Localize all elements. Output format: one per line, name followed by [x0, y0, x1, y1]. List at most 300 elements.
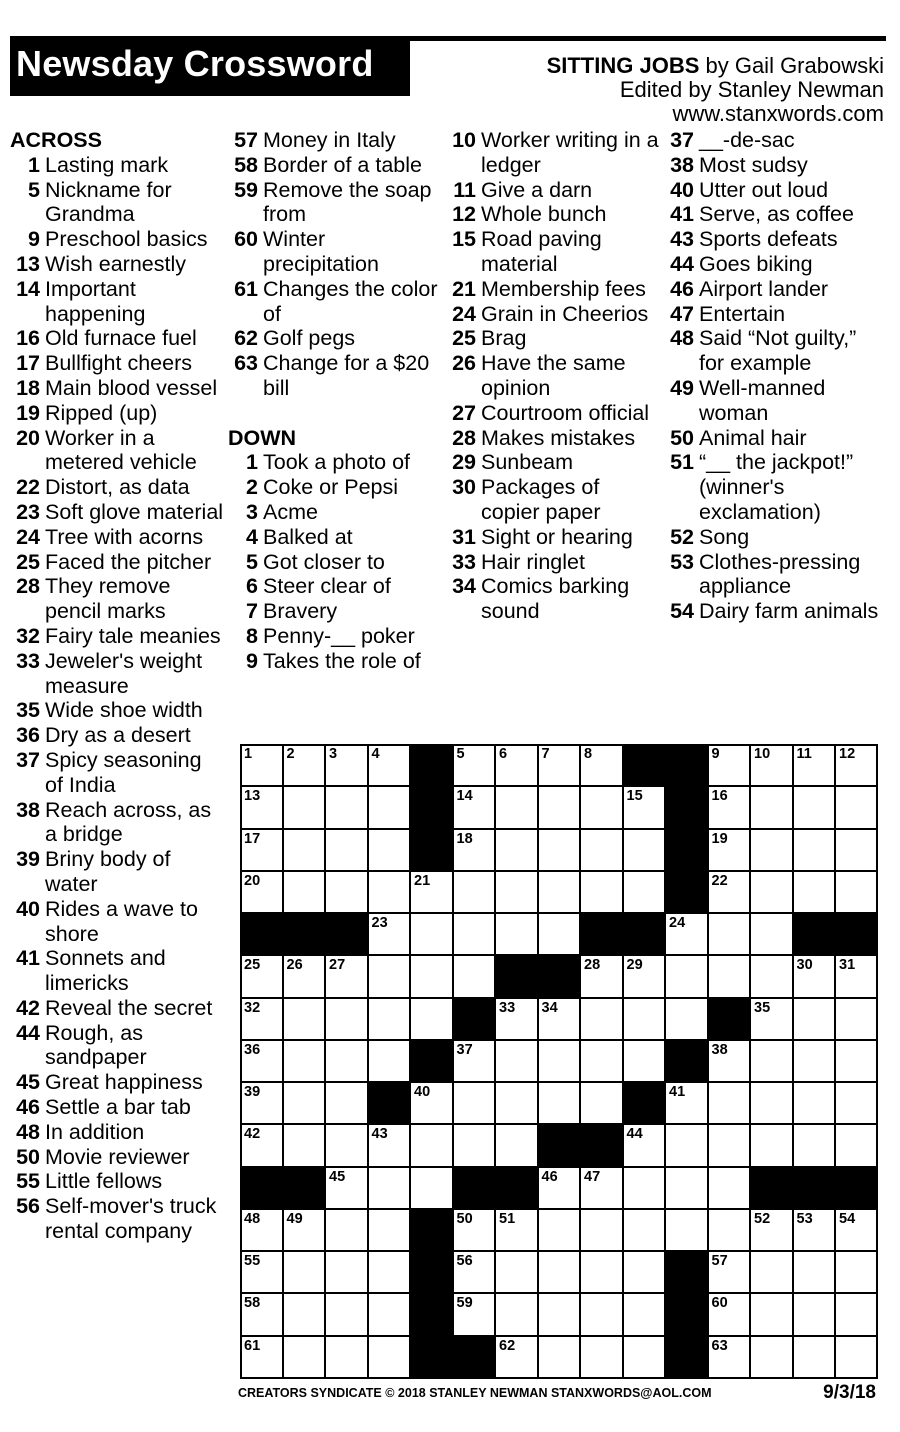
- clue-number: 42: [16, 995, 40, 1020]
- cell-number: 49: [286, 1210, 303, 1227]
- grid-cell[interactable]: [835, 1040, 878, 1082]
- grid-cell[interactable]: [283, 1082, 326, 1124]
- down-clue[interactable]: [446, 525, 661, 550]
- grid-cell[interactable]: [283, 1251, 326, 1293]
- grid-cell[interactable]: [623, 1293, 666, 1335]
- grid-cell[interactable]: [708, 1124, 751, 1166]
- across-clue[interactable]: [10, 1070, 225, 1095]
- grid-cell[interactable]: [368, 1251, 411, 1293]
- grid-cell[interactable]: [835, 744, 878, 786]
- grid-cell[interactable]: [580, 744, 623, 786]
- down-clue[interactable]: [664, 153, 884, 178]
- grid-cell[interactable]: [538, 1082, 581, 1124]
- grid-cell[interactable]: [453, 871, 496, 913]
- grid-cell[interactable]: [708, 1336, 751, 1378]
- grid-cell[interactable]: [453, 913, 496, 955]
- grid-cell[interactable]: [835, 871, 878, 913]
- grid-cell[interactable]: [325, 998, 368, 1040]
- clue-number: 46: [670, 276, 694, 301]
- across-clue[interactable]: [228, 178, 443, 228]
- grid-cell[interactable]: [665, 1167, 708, 1209]
- grid-cell[interactable]: [325, 871, 368, 913]
- editor-line: Edited by Stanley Newman: [619, 77, 884, 102]
- grid-cell[interactable]: [665, 1082, 708, 1124]
- grid-cell[interactable]: [453, 1293, 496, 1335]
- grid-cell[interactable]: [495, 786, 538, 828]
- grid-cell[interactable]: [708, 913, 751, 955]
- grid-cell[interactable]: [623, 1209, 666, 1251]
- grid-cell[interactable]: [325, 744, 368, 786]
- grid-cell[interactable]: [750, 1040, 793, 1082]
- grid-cell[interactable]: [793, 871, 836, 913]
- grid-cell[interactable]: [793, 998, 836, 1040]
- grid-cell[interactable]: [665, 1209, 708, 1251]
- down-clue[interactable]: [446, 351, 661, 401]
- grid-cell[interactable]: [240, 1336, 283, 1378]
- grid-cell[interactable]: [580, 1336, 623, 1378]
- down-clue[interactable]: [446, 202, 661, 227]
- across-clue[interactable]: [10, 153, 225, 178]
- grid-cell[interactable]: [835, 829, 878, 871]
- grid-cell[interactable]: [623, 1167, 666, 1209]
- grid-cell[interactable]: [283, 1124, 326, 1166]
- grid-cell[interactable]: [453, 1124, 496, 1166]
- grid-cell[interactable]: [750, 1082, 793, 1124]
- down-clue[interactable]: [664, 426, 884, 451]
- grid-cell[interactable]: [453, 786, 496, 828]
- grid-cell[interactable]: [368, 744, 411, 786]
- down-clue[interactable]: [446, 326, 661, 351]
- across-clue[interactable]: [10, 351, 225, 376]
- grid-cell[interactable]: [368, 871, 411, 913]
- grid-cell[interactable]: [240, 744, 283, 786]
- across-clue[interactable]: [10, 748, 225, 798]
- grid-cell[interactable]: [495, 1251, 538, 1293]
- grid-cell[interactable]: [538, 1336, 581, 1378]
- grid-cell[interactable]: [240, 1082, 283, 1124]
- grid-cell[interactable]: [240, 786, 283, 828]
- clue-number: 12: [452, 202, 476, 227]
- grid-cell[interactable]: [623, 1040, 666, 1082]
- grid-cell[interactable]: [283, 1336, 326, 1378]
- down-clue[interactable]: [664, 252, 884, 277]
- grid-cell[interactable]: [793, 1082, 836, 1124]
- across-clue[interactable]: [228, 128, 443, 153]
- grid-cell[interactable]: [708, 1167, 751, 1209]
- across-clue[interactable]: [228, 227, 443, 277]
- grid-cell[interactable]: [708, 744, 751, 786]
- across-clue[interactable]: [228, 153, 443, 178]
- grid-cell[interactable]: [580, 829, 623, 871]
- grid-cell[interactable]: [750, 786, 793, 828]
- grid-cell[interactable]: [623, 871, 666, 913]
- grid-cell[interactable]: [538, 871, 581, 913]
- grid-cell[interactable]: [835, 1293, 878, 1335]
- down-clue[interactable]: [228, 574, 443, 599]
- across-clue[interactable]: [10, 1194, 225, 1244]
- down-clue[interactable]: [228, 624, 443, 649]
- grid-cell[interactable]: [750, 1209, 793, 1251]
- grid-block: [410, 786, 453, 828]
- grid-cell[interactable]: [793, 1040, 836, 1082]
- down-clue[interactable]: [664, 302, 884, 327]
- grid-cell[interactable]: [538, 829, 581, 871]
- down-clue[interactable]: [446, 401, 661, 426]
- grid-cell[interactable]: [580, 1251, 623, 1293]
- grid-cell[interactable]: [283, 1209, 326, 1251]
- grid-cell[interactable]: [283, 955, 326, 997]
- grid-cell[interactable]: [538, 1293, 581, 1335]
- grid-cell[interactable]: [453, 829, 496, 871]
- down-clue[interactable]: [228, 649, 443, 674]
- grid-cell[interactable]: [750, 829, 793, 871]
- grid-cell[interactable]: [580, 955, 623, 997]
- down-clue[interactable]: [446, 277, 661, 302]
- grid-cell[interactable]: [708, 829, 751, 871]
- grid-cell[interactable]: [283, 786, 326, 828]
- grid-cell[interactable]: [240, 1293, 283, 1335]
- grid-cell[interactable]: [368, 1209, 411, 1251]
- grid-cell[interactable]: [495, 1124, 538, 1166]
- grid-cell[interactable]: [580, 1293, 623, 1335]
- grid-cell[interactable]: [750, 871, 793, 913]
- clue-number: 20: [16, 425, 40, 450]
- grid-cell[interactable]: [793, 786, 836, 828]
- clue-text: Soft glove material: [45, 499, 224, 524]
- grid-cell[interactable]: [495, 1336, 538, 1378]
- cell-number: 42: [244, 1126, 261, 1143]
- across-clue[interactable]: [10, 227, 225, 252]
- grid-cell[interactable]: [368, 955, 411, 997]
- grid-cell[interactable]: [410, 871, 453, 913]
- grid-cell[interactable]: [453, 955, 496, 997]
- clue-number: 8: [246, 623, 258, 648]
- grid-cell[interactable]: [750, 1124, 793, 1166]
- grid-cell[interactable]: [793, 1124, 836, 1166]
- down-clue[interactable]: [664, 128, 884, 153]
- grid-cell[interactable]: [538, 744, 581, 786]
- grid-cell[interactable]: [708, 1209, 751, 1251]
- grid-cell[interactable]: [623, 1336, 666, 1378]
- grid-cell[interactable]: [538, 1167, 581, 1209]
- grid-cell[interactable]: [453, 1251, 496, 1293]
- grid-cell[interactable]: [325, 1167, 368, 1209]
- grid-cell[interactable]: [835, 955, 878, 997]
- grid-cell[interactable]: [708, 955, 751, 997]
- across-clue[interactable]: [10, 500, 225, 525]
- grid-cell[interactable]: [580, 1040, 623, 1082]
- grid-cell[interactable]: [750, 913, 793, 955]
- down-clue[interactable]: [664, 277, 884, 302]
- across-clue[interactable]: [10, 897, 225, 947]
- grid-cell[interactable]: [495, 913, 538, 955]
- grid-cell[interactable]: [580, 1167, 623, 1209]
- grid-cell[interactable]: [538, 913, 581, 955]
- grid-cell[interactable]: [240, 998, 283, 1040]
- clue-text: Sonnets and limericks: [45, 946, 166, 996]
- grid-cell[interactable]: [835, 1251, 878, 1293]
- grid-cell[interactable]: [623, 829, 666, 871]
- clue-number: 61: [234, 276, 258, 301]
- across-clue[interactable]: [10, 1095, 225, 1120]
- across-clue[interactable]: [10, 723, 225, 748]
- down-clue[interactable]: [664, 202, 884, 227]
- across-clue[interactable]: [10, 1145, 225, 1170]
- grid-cell[interactable]: [538, 1251, 581, 1293]
- down-clue[interactable]: [446, 178, 661, 203]
- down-clue[interactable]: [446, 302, 661, 327]
- grid-cell[interactable]: [410, 1124, 453, 1166]
- across-clue[interactable]: [10, 252, 225, 277]
- grid-cell[interactable]: [538, 998, 581, 1040]
- grid-cell[interactable]: [793, 744, 836, 786]
- down-clue[interactable]: [446, 128, 661, 178]
- grid-cell[interactable]: [283, 829, 326, 871]
- grid-cell[interactable]: [368, 913, 411, 955]
- grid-cell[interactable]: [368, 1040, 411, 1082]
- grid-cell[interactable]: [708, 1040, 751, 1082]
- grid-cell[interactable]: [793, 829, 836, 871]
- down-clue[interactable]: [446, 450, 661, 475]
- clue-number: 41: [16, 946, 40, 971]
- grid-cell[interactable]: [665, 1124, 708, 1166]
- grid-cell[interactable]: [325, 1040, 368, 1082]
- clue-text: Took a photo of: [263, 450, 411, 475]
- grid-cell[interactable]: [325, 1124, 368, 1166]
- grid-cell[interactable]: [240, 1251, 283, 1293]
- grid-cell[interactable]: [750, 955, 793, 997]
- grid-cell[interactable]: [538, 1040, 581, 1082]
- grid-cell[interactable]: [623, 1124, 666, 1166]
- across-clue[interactable]: [10, 946, 225, 996]
- grid-cell[interactable]: [793, 1209, 836, 1251]
- grid-cell[interactable]: [580, 1082, 623, 1124]
- grid-cell[interactable]: [368, 1336, 411, 1378]
- grid-cell[interactable]: [410, 1167, 453, 1209]
- across-clue[interactable]: [10, 1120, 225, 1145]
- across-clue[interactable]: [10, 698, 225, 723]
- down-clue[interactable]: [228, 475, 443, 500]
- grid-cell[interactable]: [368, 1124, 411, 1166]
- grid-cell[interactable]: [325, 955, 368, 997]
- grid-cell[interactable]: [793, 1336, 836, 1378]
- cell-number: 36: [244, 1041, 261, 1058]
- grid-cell[interactable]: [325, 1209, 368, 1251]
- across-clue[interactable]: [10, 426, 225, 476]
- down-clue[interactable]: [446, 426, 661, 451]
- grid-block: [665, 1040, 708, 1082]
- across-clue[interactable]: [10, 475, 225, 500]
- down-clue[interactable]: [228, 450, 443, 475]
- grid-cell[interactable]: [495, 1082, 538, 1124]
- grid-cell[interactable]: [623, 786, 666, 828]
- across-clue[interactable]: [10, 550, 225, 575]
- grid-cell[interactable]: [240, 1124, 283, 1166]
- clue-number: 50: [670, 425, 694, 450]
- down-clue[interactable]: [228, 550, 443, 575]
- grid-block: [623, 1082, 666, 1124]
- grid-cell[interactable]: [793, 1293, 836, 1335]
- grid-cell[interactable]: [240, 955, 283, 997]
- grid-cell[interactable]: [580, 871, 623, 913]
- grid-cell[interactable]: [708, 1251, 751, 1293]
- down-clue[interactable]: [664, 599, 884, 624]
- grid-cell[interactable]: [580, 786, 623, 828]
- grid-cell[interactable]: [325, 1293, 368, 1335]
- grid-cell[interactable]: [665, 913, 708, 955]
- across-clue[interactable]: [10, 525, 225, 550]
- grid-block: [495, 1167, 538, 1209]
- grid-cell[interactable]: [708, 1293, 751, 1335]
- clue-text: Airport lander: [699, 276, 829, 301]
- clue-number: 19: [16, 400, 40, 425]
- across-clue[interactable]: [10, 847, 225, 897]
- down-clue[interactable]: [446, 227, 661, 277]
- grid-cell[interactable]: [410, 998, 453, 1040]
- grid-cell[interactable]: [623, 1251, 666, 1293]
- grid-block: [793, 913, 836, 955]
- grid-cell[interactable]: [665, 955, 708, 997]
- clue-text: Clothes-pressing appliance: [699, 549, 861, 599]
- grid-cell[interactable]: [240, 1209, 283, 1251]
- puzzle-title-line: [547, 54, 884, 78]
- grid-cell[interactable]: [750, 1293, 793, 1335]
- grid-cell[interactable]: [325, 829, 368, 871]
- across-clue[interactable]: [10, 277, 225, 327]
- cell-number: 24: [669, 915, 686, 931]
- grid-cell[interactable]: [495, 829, 538, 871]
- across-clue[interactable]: [228, 277, 443, 327]
- clue-number: 1: [246, 450, 258, 475]
- grid-cell[interactable]: [835, 1209, 878, 1251]
- grid-cell[interactable]: [368, 1293, 411, 1335]
- down-clue[interactable]: [446, 475, 661, 525]
- across-clue[interactable]: [10, 1021, 225, 1071]
- across-clue[interactable]: [10, 649, 225, 699]
- grid-cell[interactable]: [283, 998, 326, 1040]
- grid-cell[interactable]: [495, 998, 538, 1040]
- grid-cell[interactable]: [495, 744, 538, 786]
- across-clue[interactable]: [10, 178, 225, 228]
- grid-cell[interactable]: [793, 955, 836, 997]
- down-clue[interactable]: [664, 450, 884, 524]
- grid-cell[interactable]: [495, 1040, 538, 1082]
- grid-block: [410, 1209, 453, 1251]
- grid-cell[interactable]: [580, 1209, 623, 1251]
- grid-cell[interactable]: [368, 998, 411, 1040]
- cell-number: 17: [244, 830, 261, 847]
- grid-cell[interactable]: [623, 998, 666, 1040]
- across-clue[interactable]: [10, 624, 225, 649]
- grid-cell[interactable]: [325, 786, 368, 828]
- grid-cell[interactable]: [495, 871, 538, 913]
- grid-cell[interactable]: [750, 1336, 793, 1378]
- grid-cell[interactable]: [283, 1040, 326, 1082]
- grid-cell[interactable]: [453, 744, 496, 786]
- grid-cell[interactable]: [325, 1251, 368, 1293]
- grid-cell[interactable]: [283, 871, 326, 913]
- grid-cell[interactable]: [835, 1124, 878, 1166]
- grid-cell[interactable]: [538, 786, 581, 828]
- grid-cell[interactable]: [750, 744, 793, 786]
- grid-cell[interactable]: [708, 871, 751, 913]
- across-clue[interactable]: [10, 798, 225, 848]
- across-clue[interactable]: [228, 351, 443, 401]
- grid-cell[interactable]: [750, 1251, 793, 1293]
- grid-cell[interactable]: [495, 1293, 538, 1335]
- grid-cell[interactable]: [453, 1209, 496, 1251]
- across-clue[interactable]: [10, 574, 225, 624]
- across-clue[interactable]: [228, 326, 443, 351]
- grid-cell[interactable]: [240, 871, 283, 913]
- down-clue[interactable]: [446, 574, 661, 624]
- down-clue[interactable]: [664, 376, 884, 426]
- grid-cell[interactable]: [325, 1082, 368, 1124]
- grid-cell[interactable]: [325, 1336, 368, 1378]
- grid-cell[interactable]: [835, 998, 878, 1040]
- grid-cell[interactable]: [368, 829, 411, 871]
- cell-number: 47: [584, 1168, 601, 1185]
- cell-number: 19: [711, 830, 728, 847]
- grid-cell[interactable]: [240, 829, 283, 871]
- grid-cell[interactable]: [410, 955, 453, 997]
- down-clue[interactable]: [664, 550, 884, 600]
- website-link[interactable]: www.stanxwords.com: [672, 101, 884, 126]
- grid-cell[interactable]: [623, 955, 666, 997]
- grid-cell[interactable]: [835, 786, 878, 828]
- grid-cell[interactable]: [368, 1167, 411, 1209]
- grid-cell[interactable]: [368, 786, 411, 828]
- clue-text: Most sudsy: [699, 152, 808, 177]
- clue-text: Courtroom official: [481, 400, 650, 425]
- grid-cell[interactable]: [835, 1336, 878, 1378]
- grid-cell[interactable]: [453, 1040, 496, 1082]
- down-clue[interactable]: [228, 500, 443, 525]
- grid-cell[interactable]: [708, 786, 751, 828]
- across-clue[interactable]: [10, 1169, 225, 1194]
- down-clue[interactable]: [664, 326, 884, 376]
- across-clue[interactable]: [10, 401, 225, 426]
- grid-cell[interactable]: [495, 1209, 538, 1251]
- grid-cell[interactable]: [410, 1082, 453, 1124]
- across-clue[interactable]: [10, 996, 225, 1021]
- down-clue[interactable]: [228, 599, 443, 624]
- across-clue[interactable]: [10, 326, 225, 351]
- down-clue[interactable]: [446, 550, 661, 575]
- grid-cell[interactable]: [283, 744, 326, 786]
- clue-text: Self-mover's truck rental company: [45, 1194, 217, 1244]
- grid-cell[interactable]: [240, 1040, 283, 1082]
- grid-cell[interactable]: [283, 1293, 326, 1335]
- across-clue[interactable]: [10, 376, 225, 401]
- grid-cell[interactable]: [410, 913, 453, 955]
- down-clue[interactable]: [664, 525, 884, 550]
- grid-cell[interactable]: [580, 998, 623, 1040]
- down-clue[interactable]: [664, 227, 884, 252]
- grid-cell[interactable]: [453, 1082, 496, 1124]
- clue-text: Tree with acorns: [45, 524, 204, 549]
- down-clue[interactable]: [664, 178, 884, 203]
- clue-text: Entertain: [699, 301, 786, 326]
- grid-cell[interactable]: [538, 1209, 581, 1251]
- down-clue[interactable]: [228, 525, 443, 550]
- grid-cell[interactable]: [793, 1251, 836, 1293]
- grid-block: [665, 786, 708, 828]
- grid-cell[interactable]: [665, 998, 708, 1040]
- grid-cell[interactable]: [835, 1082, 878, 1124]
- grid-cell[interactable]: [750, 998, 793, 1040]
- grid-cell[interactable]: [708, 1082, 751, 1124]
